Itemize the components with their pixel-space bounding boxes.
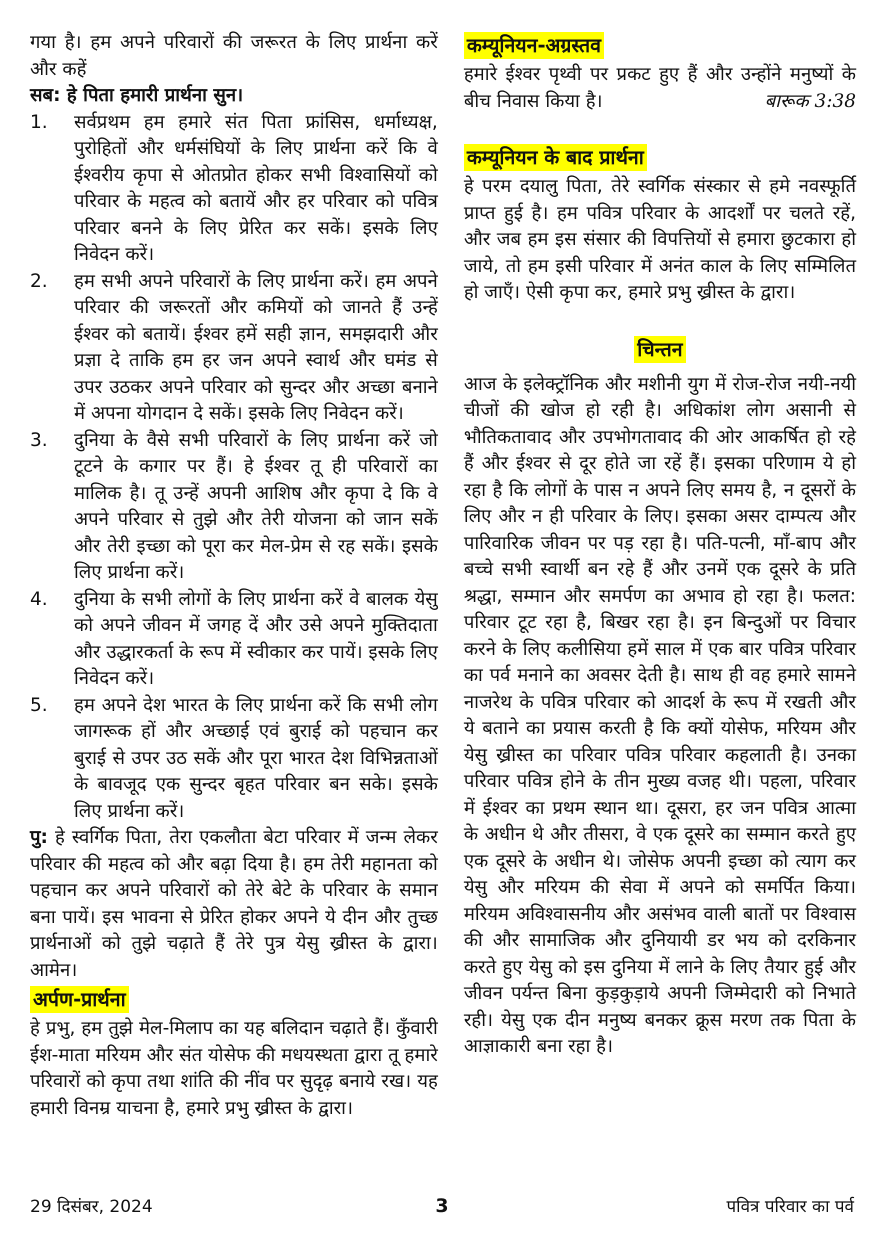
petition-item-1 — [30, 110, 438, 269]
priest-prayer-text: हे स्वर्गिक पिता, तेरा एकलौता बेटा परिवार में जन्म लेकर परिवार की महत्व को और बढ़ा दिया है। हम तेरी महानता को पहचान कर अपने परिवारों को तेरे बेटे के परिवार के समान बना पायें। इस भावना से प्रेरित होकर अपने ये दीन और तुच्छ प्रार्थनाओं को तुझे चढ़ाते हैं तेरे पुत्र येसु ख्रीस्त के द्वारा। आमेन। — [30, 827, 438, 981]
two-column-layout — [30, 30, 856, 1122]
reflection-heading-row — [464, 334, 856, 366]
offertory-heading: अर्पण-प्रार्थना — [30, 986, 129, 1013]
offertory-section — [30, 984, 438, 1122]
petition-text: सर्वप्रथम हम हमारे संत पिता फ्रांसिस, धर्माध्यक्ष, पुरोहितों और धर्मसंघियों के लिए प्रार्थना करें कि वे ईश्वरीय कृपा से ओतप्रोत होकर सभी विश्वासियों को परिवार के महत्व को बतायें और हर परिवार को पवित्र परिवार बनने के लिए प्रेरित कर सकें। इसके लिए निवेदन करें। — [74, 111, 438, 265]
communion-antiphon-section — [464, 30, 856, 115]
footer-title: पवित्र परिवार का पर्व — [726, 1197, 855, 1217]
petition-text: हम सभी अपने परिवारों के लिए प्रार्थना करें। हम अपने परिवार की जरूरतों और कमियों को जानते हैं उन्हें ईश्वर को बतायें। ईश्वर हमें सही ज्ञान, समझदारी और प्रज्ञा दे ताकि हम हर जन अपने स्वार्थ और घमंड से उपर उठकर अपने परिवार को सुन्दर और अच्छा बनाने में अपना योगदान दे सकें। इसके लिए निवेदन करें। — [74, 270, 438, 424]
footer-date: 29 दिसंबर, 2024 — [30, 1197, 153, 1217]
petition-number: 4. — [30, 588, 48, 610]
scripture-citation: बारूक 3:38 — [764, 90, 856, 112]
petition-item-2 — [30, 269, 438, 428]
communion-antiphon-text: हमारे ईश्वर पृथ्वी पर प्रकट हुए हैं और उन्होंने मनुष्यों के बीच निवास किया है। — [463, 64, 856, 112]
communion-antiphon-heading: कम्यूनियन-अग्रस्तव — [464, 32, 604, 59]
petition-item-5 — [30, 693, 438, 826]
priest-prayer-paragraph — [30, 825, 438, 984]
page-number: 3 — [435, 1195, 449, 1217]
petition-number: 5. — [30, 694, 48, 716]
reflection-section — [464, 334, 856, 1061]
offertory-text: हे प्रभु, हम तुझे मेल-मिलाप का यह बलिदान चढ़ाते हैं। कुँवारी ईश-माता मरियम और संत योसेफ की मधयस्थता द्वारा तू हमारे परिवारों को कृपा तथा शांति की नींव पर सुदृढ़ बनाये रख। यह हमारी विनम्र याचना है, हमारे प्रभु ख्रीस्त के द्वारा। — [30, 1018, 438, 1119]
petition-text: दुनिया के वैसे सभी परिवारों के लिए प्रार्थना करें जो टूटने के कगार पर हैं। हे ईश्वर तू ही परिवारों का मालिक है। तू उन्हें अपनी आशिष और कृपा दे कि वे अपने परिवार से तुझे और तेरी योजना को जान सकें और तेरी इच्छा को पूरा कर मेल-प्रेम से रह सकें। इसके लिए प्रार्थना करें। — [74, 429, 438, 583]
response-line: सब: हे पिता हमारी प्रार्थना सुन। — [30, 85, 244, 106]
page-footer — [30, 1194, 854, 1217]
petition-item-3 — [30, 428, 438, 587]
communion-antiphon-paragraph — [464, 62, 856, 115]
reflection-text: आज के इलेक्ट्रॉनिक और मशीनी युग में रोज-रोज नयी-नयी चीजों की खोज हो रही है। अधिकांश लोग असानी से भौतिकतावाद और उपभोगतावाद की ओर आकर्षित हो रहे हैं और ईश्वर से दूर होते जा रहें हैं। इसका परिणाम ये हो रहा है कि लोगों के पास न अपने लिए समय है, न दूसरों के लिए और न ही परिवार के लिए। इसका असर दाम्पत्य और पारिवारिक जीवन पर पड़ रहा है। पति-पत्नी, माँ-बाप और बच्चे सभी स्वार्थी बन रहे हैं और उनमें एक दूसरे के प्रति श्रद्धा, सम्मान और समर्पण का अभाव हो रहा है। फलत: परिवार टूट रहा है, बिखर रहा है। इन बिन्दुओं पर विचार करने के लिए कलीसिया हमें साल में एक बार पवित्र परिवार का पर्व मनाने का अवसर देती है। साथ ही वह हमारे सामने नाजरेथ के पवित्र परिवार को आदर्श के रूप में रखती और ये बताने का प्रयास करती है कि क्यों योसेफ, मरियम और येसु ख्रीस्त का परिवार पवित्र परिवार कहलाती है। उनका परिवार पवित्र होने के तीन मुख्य वजह थी। पहला, परिवार में ईश्वर का प्रथम स्थान था। दूसरा, हर जन पवित्र आत्मा के अधीन थे और तीसरा, वे एक दूसरे का सम्मान करते हुए एक दूसरे के अधीन थे। जोसेफ अपनी इच्छा को त्याग कर येसु और मरियम की सेवा में अपने को समर्पित किया। मरियम अविश्वासनीय और असंभव वाली बातों पर विश्वास की और सामाजिक और दुनियायी डर भय को दरकिनार करते हुए येसु को इस दुनिया में लाने के लिए तैयार हुई और जीवन पर्यन्त बिना कुड़कुड़ाये अपनी जिम्मेदारी को निभाते रही। येसु एक दीन मनुष्य बनकर क्रूस मरण तक पिता के आज्ञाकारी बना रहा है। — [463, 373, 856, 1057]
intro-paragraph: गया है। हम अपने परिवारों की जरूरत के लिए प्रार्थना करें और कहें — [30, 32, 438, 80]
petition-number: 2. — [30, 270, 48, 292]
petition-item-4 — [30, 587, 438, 693]
right-column — [464, 30, 856, 1122]
post-communion-section — [464, 142, 856, 307]
reflection-heading: चिन्तन — [634, 336, 685, 363]
petition-number: 1. — [30, 111, 48, 133]
petition-text: हम अपने देश भारत के लिए प्रार्थना करें कि सभी लोग जागरूक हों और अच्छाई एवं बुराई को पहचान कर बुराई से उपर उठ सकें और पूरा भारत देश विभिन्नताओं के बावजूद एक सुन्दर बृहत परिवार बन सके। इसके लिए प्रार्थना करें। — [74, 694, 438, 822]
post-communion-heading: कम्यूनियन के बाद प्रार्थना — [464, 144, 647, 171]
left-column — [30, 30, 438, 1122]
priest-label: पु: — [30, 827, 48, 848]
post-communion-text: हे परम दयालु पिता, तेरे स्वर्गिक संस्कार से हमे नवस्फूर्ति प्राप्त हुई है। हम पवित्र परिवार के आदर्शों पर चलते रहें, और जब हम इस संसार की विपत्तियों से हमारा छुटकारा हो जाये, तो हम इसी परिवार में अनंत काल के लिए सम्मिलित हो जाएँ। ऐसी कृपा कर, हमारे प्रभु ख्रीस्त के द्वारा। — [463, 176, 856, 303]
petition-text: दुनिया के सभी लोगों के लिए प्रार्थना करें वे बालक येसु को अपने जीवन में जगह दें और उसे अपने मुक्तिदाता और उद्धारकर्ता के रूप में स्वीकार कर पायें। इसके लिए निवेदन करें। — [74, 588, 438, 689]
petition-number: 3. — [30, 429, 48, 451]
